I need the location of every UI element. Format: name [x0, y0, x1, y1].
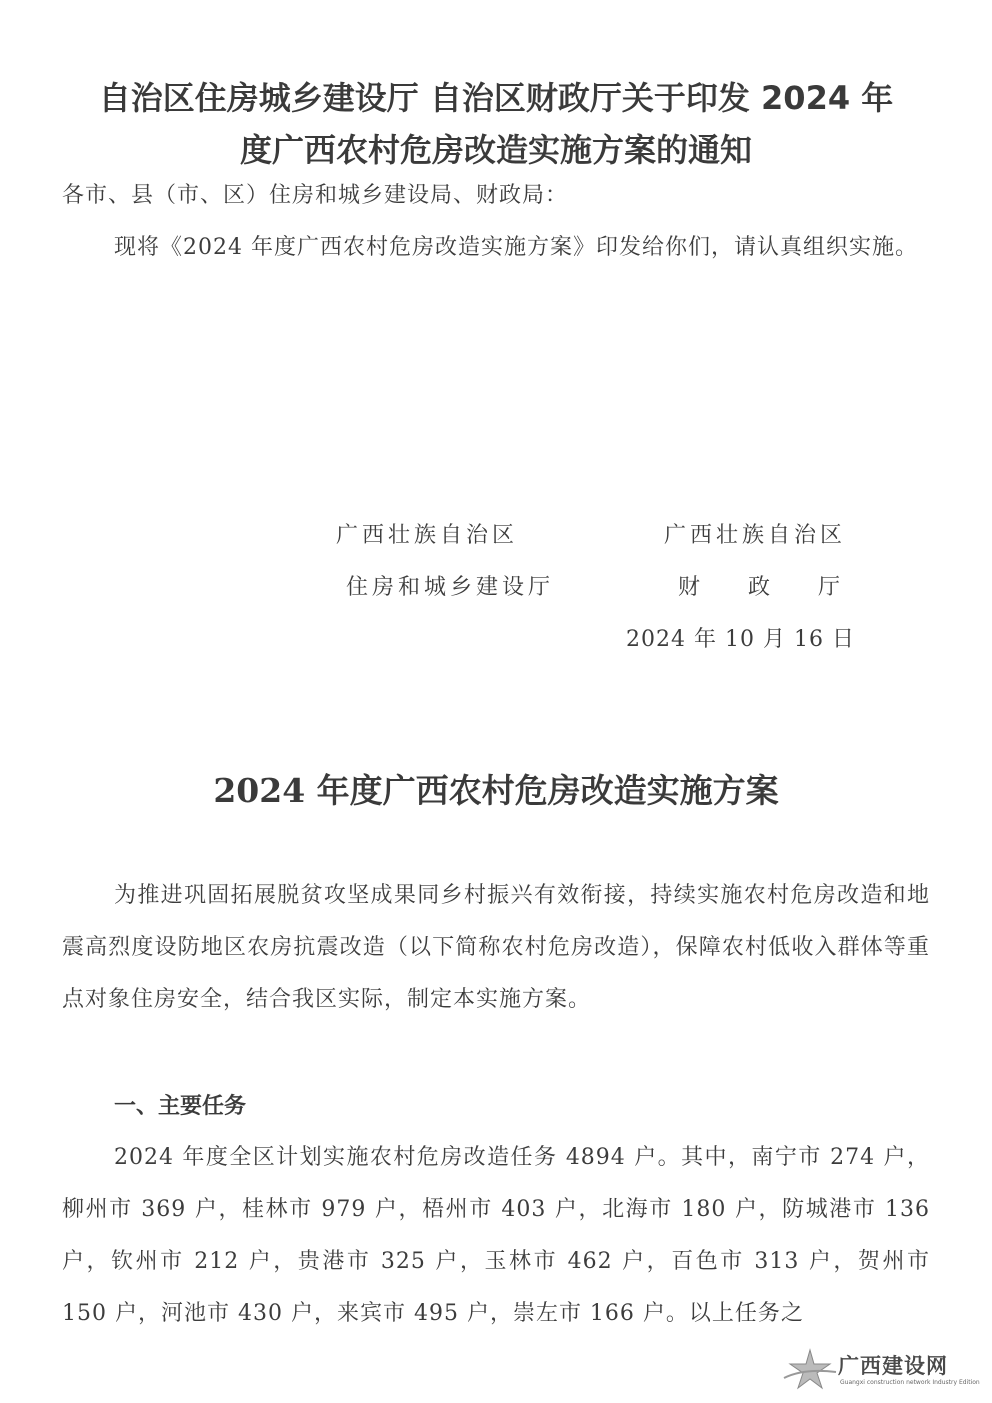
signature-left-line1: 广西壮族自治区 [336, 523, 519, 548]
watermark [780, 1348, 985, 1396]
signature-right-line1: 广西壮族自治区 [664, 523, 847, 548]
notice-body-line2: 织实施。 [825, 235, 918, 260]
signature-left-line2: 住房和城乡建设厅 [346, 575, 555, 600]
plan-intro: 为推进巩固拓展脱贫攻坚成果同乡村振兴有效衔接，持续实施农村危房改造和地震高烈度设防地区农房抗震改造（以下简称农村危房改造），保障农村低收入群体等重点对象住房安全，结合我区实际，制定本实施方案。 [62, 883, 930, 1012]
notice-body [62, 222, 930, 274]
plan-title: 2024 年度广西农村危房改造实施方案 [213, 771, 779, 810]
notice-title-line1: 自治区住房城乡建设厅 自治区财政厅关于印发 2024 年 [98, 79, 894, 117]
star-logo-icon [780, 1348, 840, 1392]
signature-right-line2: 财 政 厅 [678, 575, 844, 600]
watermark-name: 广西建设网 [838, 1354, 948, 1378]
salutation: 各市、县（市、区）住房和城乡建设局、财政局： [62, 183, 569, 208]
section-main-tasks-text: 2024 年度全区计划实施农村危房改造任务 4894 户。其中，南宁市 274 户，柳州市 369 户，桂林市 979 户，梧州市 403 户，北海市 180 户，防城港市 136 户，钦州市 212 户，贵港市 325 户，玉林市 462 户，百色市 313 户，贺州市 150 户，河池市 430 户，来宾市 495 户，崇左市 166 户。以上任务之 [62, 1145, 930, 1326]
signature-date: 2024 年 10 月 16 日 [626, 627, 855, 652]
notice-body-line1: 现将《2024 年度广西农村危房改造实施方案》印发给你们，请认真组 [114, 235, 826, 260]
section-heading-main-tasks: 一、主要任务 [114, 1094, 247, 1119]
notice-title-line2: 度广西农村危房改造实施方案的通知 [239, 131, 752, 169]
notice-title [40, 72, 952, 176]
watermark-subtitle: Guangxi construction network Industry Edition [840, 1379, 980, 1386]
